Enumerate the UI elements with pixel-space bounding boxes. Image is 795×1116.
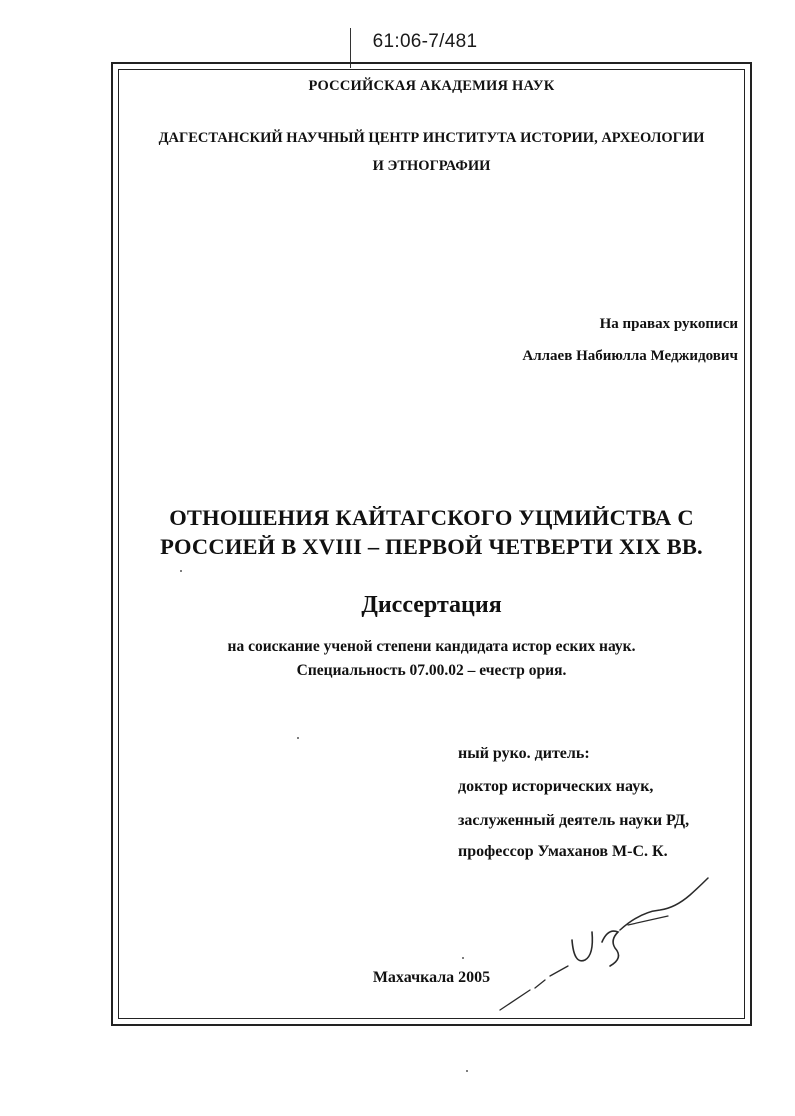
degree-line: на соискание ученой степени кандидата истор еских наук.: [227, 638, 636, 655]
supervisor-name: профессор Умаханов М-С. К.: [458, 843, 668, 860]
supervisor-heading: ный руко. дитель:: [458, 745, 590, 762]
scan-speck: [462, 957, 464, 959]
manuscript-rights: На правах рукописи: [599, 316, 738, 332]
supervisor-degree: доктор исторических наук,: [458, 778, 654, 795]
dissertation-title-line-1: ОТНОШЕНИЯ КАЙТАГСКОГО УЦМИЙСТВА С: [169, 505, 694, 530]
scan-speck: [180, 570, 182, 572]
city-year: Махачкала 2005: [372, 969, 491, 986]
institute-name-line-1: ДАГЕСТАНСКИЙ НАУЧНЫЙ ЦЕНТР ИНСТИТУТА ИСТОРИИ, АРХЕОЛОГИИ: [158, 130, 705, 146]
handwritten-signature: [490, 870, 720, 1020]
author-name: Аллаев Набиюлла Меджидович: [522, 348, 738, 364]
speciality-line: Специальность 07.00.02 – ечестр ория.: [296, 662, 567, 679]
document-type: Диссертация: [361, 592, 502, 618]
academy-name: РОССИЙСКАЯ АКАДЕМИЯ НАУК: [308, 78, 555, 94]
dissertation-title-line-2: РОССИЕЙ В XVIII – ПЕРВОЙ ЧЕТВЕРТИ XIX ВВ.: [160, 534, 703, 559]
scan-speck: [466, 1070, 468, 1072]
supervisor-honor: заслуженный деятель науки РД,: [458, 812, 690, 829]
institute-name-line-2: И ЭТНОГРАФИИ: [372, 158, 491, 174]
archive-stamp: 61:06-7/481: [372, 31, 478, 52]
scan-speck: [297, 737, 299, 739]
